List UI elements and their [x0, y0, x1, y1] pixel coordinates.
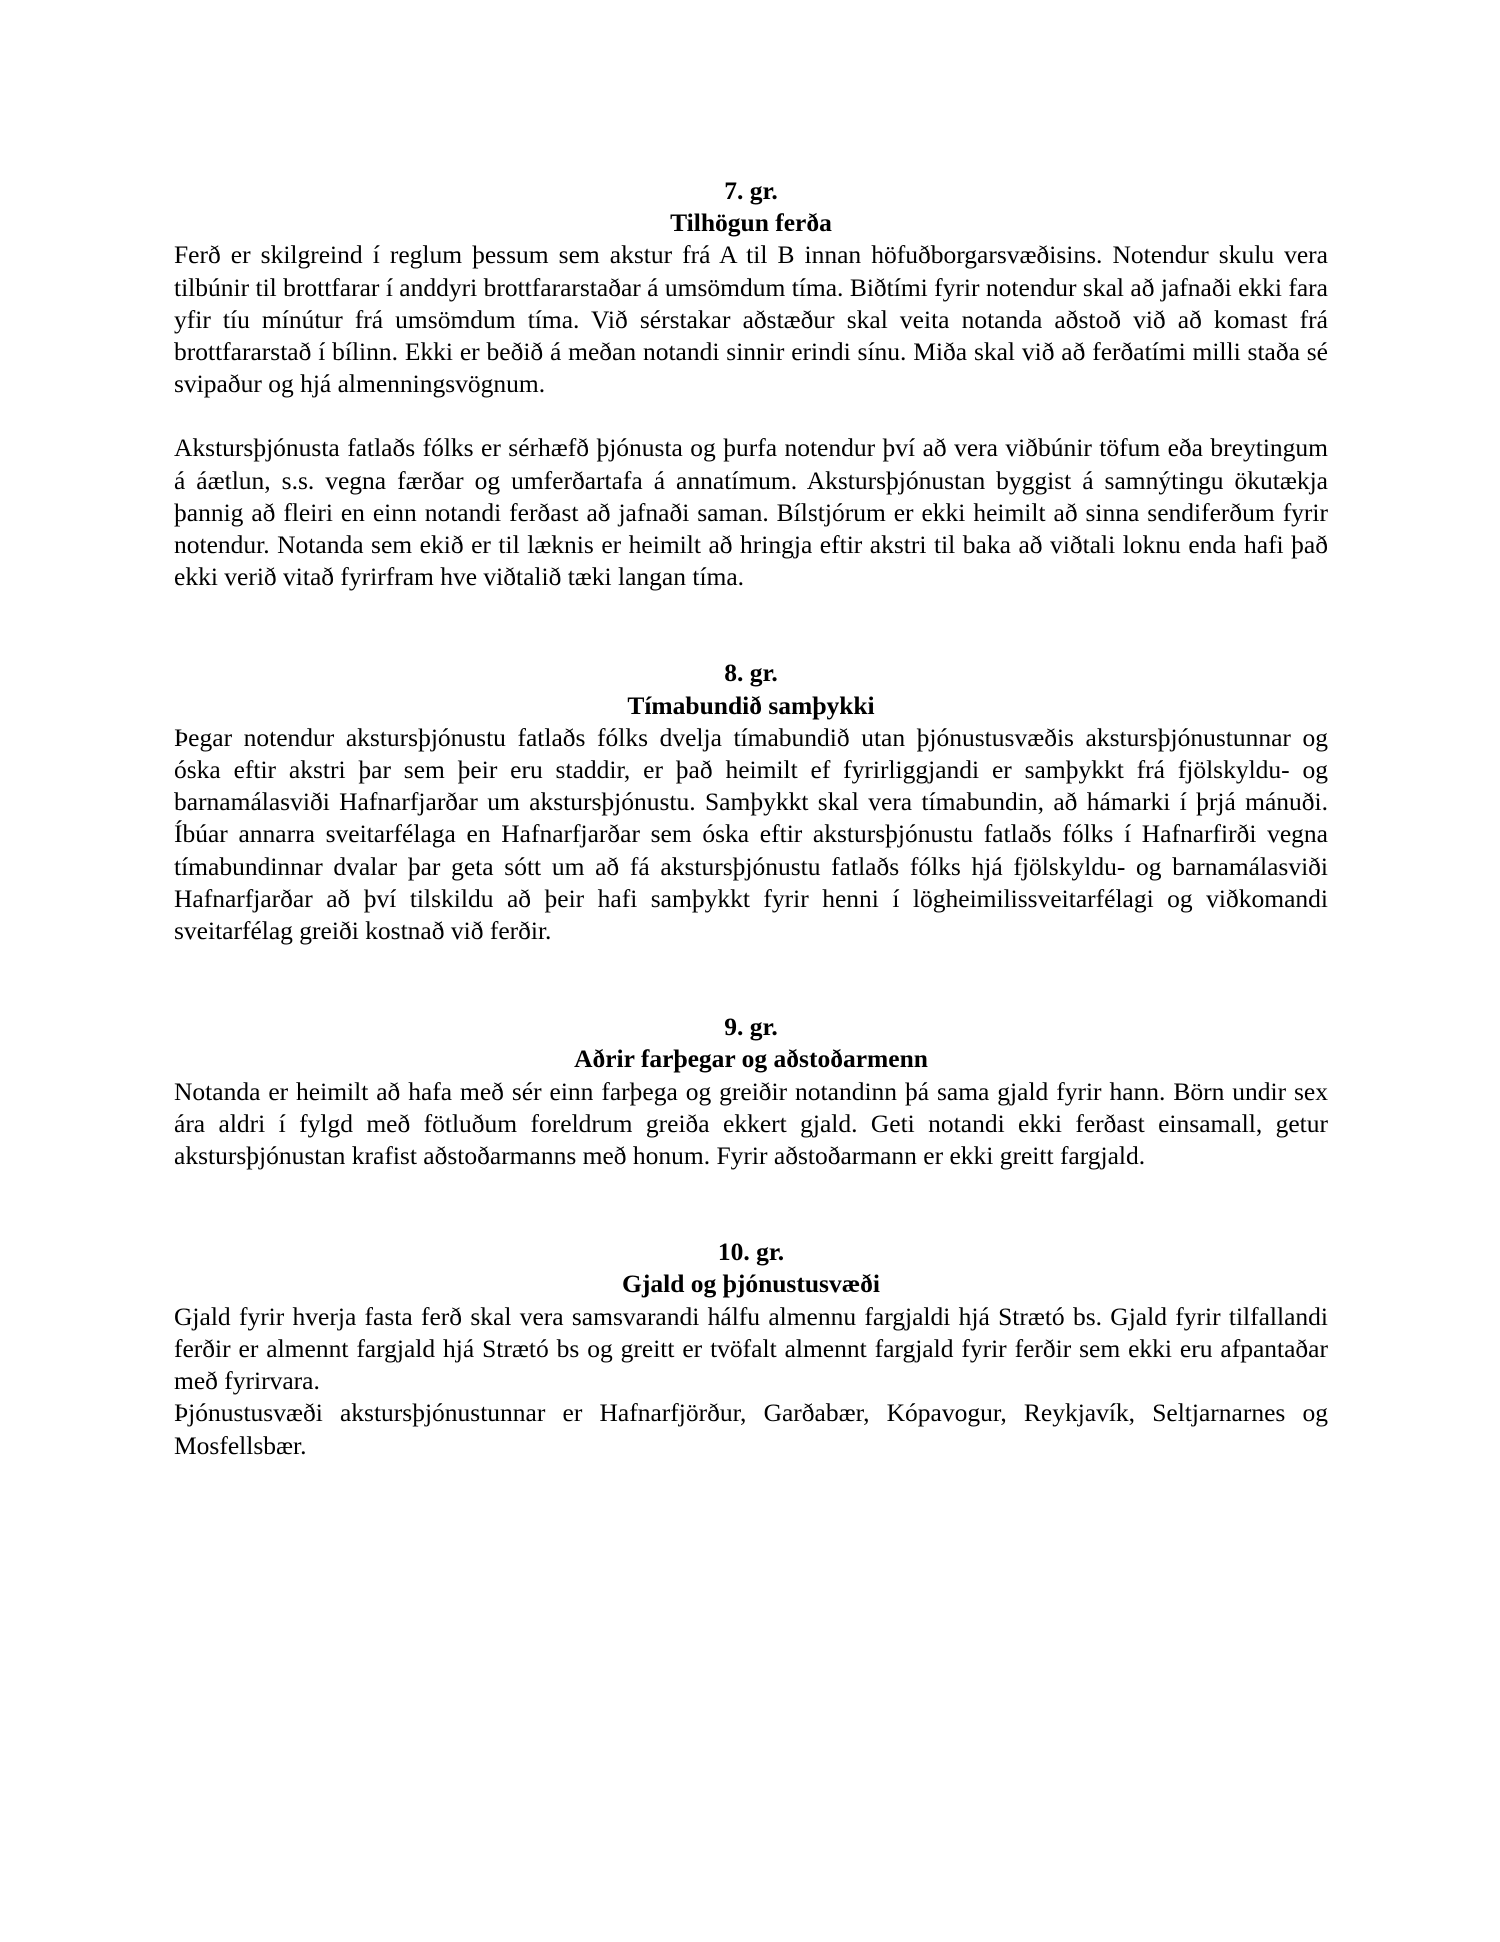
section-title: Gjald og þjónustusvæði — [622, 1269, 880, 1299]
section-number: 10. gr. — [717, 1237, 785, 1267]
section-title: Tímabundið samþykki — [627, 690, 875, 720]
section-number: 8. gr. — [724, 658, 778, 688]
section-number: 7. gr. — [724, 176, 778, 205]
section-10 — [174, 1236, 1328, 1461]
section-spacer — [174, 1172, 1328, 1236]
section-number: 9. gr. — [724, 1012, 778, 1042]
paragraph: Ferð er skilgreind í reglum þessum sem akstur frá A til B innan höfuðborgarsvæðisins. Notendur skulu vera tilbúnir til brottfarar í anddyri brottfararstaðar á umsömdum tíma. Biðtími fyrir notendur skal að jafnaði ekki fara yfir tíu mínútur frá umsömdum tíma. Við sérstakar aðstæður skal veita notanda aðstoð við að komast frá brottfararstað í bílinn. Ekki er beðið á meðan notandi sinnir erindi sínu. Miða skal við að ferðatími milli staða sé svipaður og hjá almenningsvögnum. — [174, 240, 1328, 399]
paragraph: Notanda er heimilt að hafa með sér einn farþega og greiðir notandinn þá sama gjald fyrir hann. Börn undir sex ára aldri í fylgd með fötluðum foreldrum greiða ekkert gjald. Geti notandi ekki ferðast einsamall, getur akstursþjónustan krafist aðstoðarmanns með honum. Fyrir aðstoðarmann er ekki greitt fargjald. — [174, 1076, 1328, 1171]
document-body — [174, 175, 1328, 1462]
section-spacer — [174, 593, 1328, 657]
section-title: Tilhögun ferða — [670, 208, 832, 238]
paragraph: Þjónustusvæði akstursþjónustunnar er Hafnarfjörður, Garðabær, Kópavogur, Reykjavík, Seltjarnarnes og Mosfellsbær. — [174, 1398, 1328, 1460]
paragraph: Gjald fyrir hverja fasta ferð skal vera samsvarandi hálfu almennu fargjaldi hjá Strætó bs. Gjald fyrir tilfallandi ferðir er almennt fargjald hjá Strætó bs og greitt er tvöfalt almennt fargjald fyrir ferðir sem ekki eru afpantaðar með fyrirvara. — [174, 1301, 1328, 1396]
section-9 — [174, 1011, 1328, 1172]
paragraph: Þegar notendur akstursþjónustu fatlaðs fólks dvelja tímabundið utan þjónustusvæðis akstursþjónustunnar og óska eftir akstri þar sem þeir eru staddir, er það heimilt ef fyrirliggjandi er samþykkt frá fjölskyldu- og barnamálasviði Hafnarfjarðar um akstursþjónustu. Samþykkt skal vera tímabundin, að hámarki í þrjá mánuði. Íbúar annarra sveitarfélaga en Hafnarfjarðar sem óska eftir akstursþjónustu fatlaðs fólks í Hafnarfirði vegna tímabundinnar dvalar þar geta sótt um að fá akstursþjónustu fatlaðs fólks hjá fjölskyldu- og barnamálasviði Hafnarfjarðar að því tilskildu að þeir hafi samþykkt fyrir henni í lögheimilissveitarfélagi og viðkomandi sveitarfélag greiði kostnað við ferðir. — [174, 722, 1328, 946]
section-7 — [174, 175, 1328, 593]
section-8 — [174, 657, 1328, 947]
section-spacer — [174, 947, 1328, 1011]
paragraph: Akstursþjónusta fatlaðs fólks er sérhæfð þjónusta og þurfa notendur því að vera viðbúnir töfum eða breytingum á áætlun, s.s. vegna færðar og umferðartafa á annatímum. Akstursþjónustan byggist á samnýtingu ökutækja þannig að fleiri en einn notandi ferðast að jafnaði saman. Bílstjórum er ekki heimilt að sinna sendiferðum fyrir notendur. Notanda sem ekið er til læknis er heimilt að hringja eftir akstri til baka að viðtali loknu enda hafi það ekki verið vitað fyrirfram hve viðtalið tæki langan tíma. — [174, 433, 1328, 592]
section-title: Aðrir farþegar og aðstoðarmenn — [574, 1044, 928, 1074]
paragraph-spacer — [174, 400, 1328, 432]
